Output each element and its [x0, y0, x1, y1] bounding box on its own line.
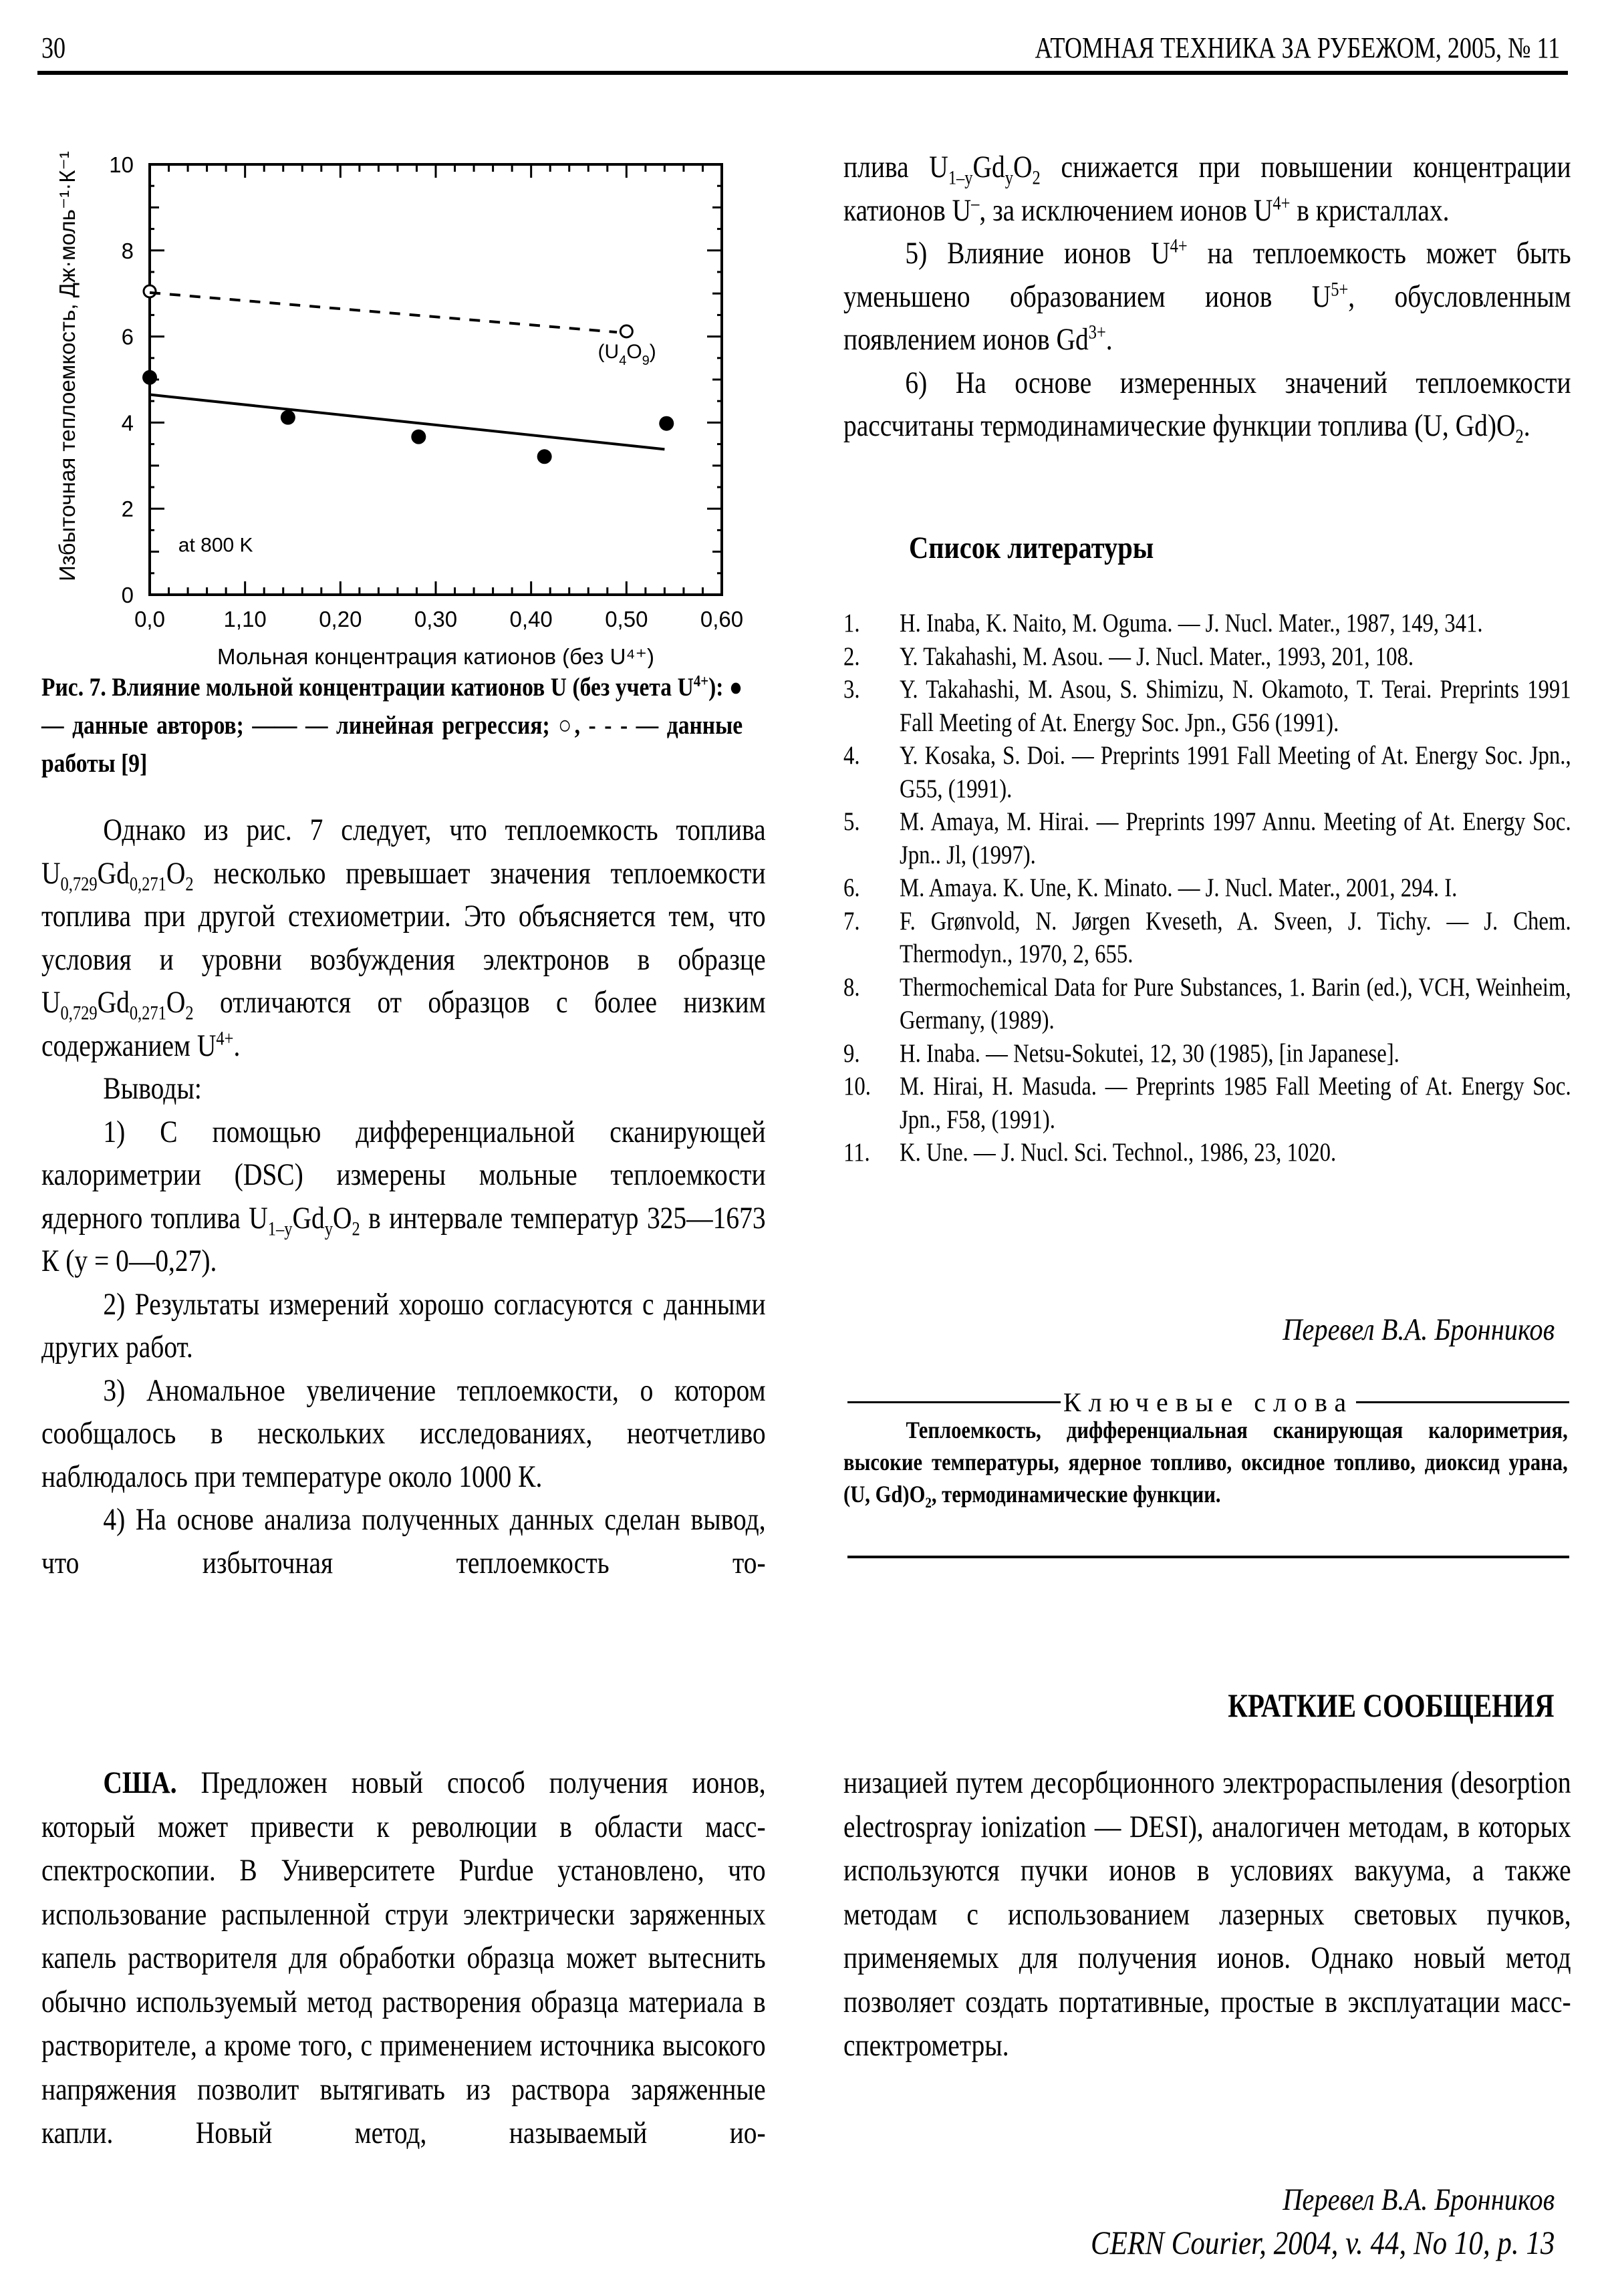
conclusion-item-4: 4) На основе анализа полученных данных сделан вывод, что избыточная теплоемкость то- — [41, 1502, 766, 1580]
reference-item — [843, 871, 1571, 905]
conclusions-heading: Выводы: — [103, 1071, 202, 1106]
reference-item — [843, 1037, 1571, 1070]
reference-data-dashed-line — [150, 293, 617, 332]
u4o9-annotation-part: 9 — [642, 353, 650, 368]
u4o9-annotation — [598, 341, 656, 368]
section-heading: КРАТКИЕ СООБЩЕНИЯ — [1228, 1687, 1555, 1724]
left-column-text — [41, 809, 766, 1584]
reference-item — [843, 1136, 1571, 1169]
reference-text: M. Amaya. K. Une, K. Minato. — J. Nucl. Mater., 2001, 294. I. — [900, 873, 1458, 902]
conclusion-item-5: 5) Влияние ионов $U^{4+}$ на теплоемкость может быть уменьшено образованием ионов $U^{5+}$, обусловленным появлением ионов $Gd^{3+}$. — [843, 235, 1571, 357]
conclusion-item-4-continued: плива $U_{1-y}Gd_yO_2$ снижается при повышении концентрации катионов U–, за исключением ионов $U^{4+}$ в кристаллах. — [843, 150, 1571, 228]
reference-text: F. Grønvold, N. Jørgen Kveseth, A. Sveen, J. Tichy. — J. Chem. Thermodyn., 1970, 2, 655. — [900, 906, 1571, 968]
author-data-point — [537, 449, 552, 464]
keywords-rule-bottom — [847, 1556, 1569, 1558]
reference-number: 8. — [843, 972, 860, 1002]
figure-7-chart — [0, 100, 775, 668]
x-tick-label: 0,30 — [414, 607, 458, 631]
y-tick-label: 2 — [121, 496, 134, 522]
caption-sup: 4+ — [693, 672, 709, 690]
reference-text: M. Hirai, H. Masuda. — Preprints 1985 Fall Meeting of At. Energy Soc. Jpn., F58, (1991). — [900, 1072, 1571, 1134]
chart-marks — [142, 285, 674, 464]
paragraph-discussion: Однако из рис. 7 следует, что теплоемкость топлива $U_{0,729}Gd_{0,271}O_2$ несколько превышает значения теплоемкости топлива при другой стехиометрии. Это объясняется тем, что условия и уровни возбуждения электронов в образце $U_{0,729}Gd_{0,271}O_2$ отличаются от образцов с более низким содержанием $U^{4+}$. — [41, 813, 766, 1063]
reference-number: 3. — [843, 675, 860, 704]
x-tick-label: 0,60 — [700, 607, 744, 631]
translator-credit: Перевел В.А. Бронников — [1283, 1312, 1555, 1347]
chart-ticks — [150, 164, 722, 595]
reference-text: K. Une. — J. Nucl. Sci. Technol., 1986, 23, 1020. — [900, 1138, 1337, 1167]
reference-item — [843, 905, 1571, 971]
x-tick-label: 1,10 — [223, 607, 267, 631]
chart-labels — [55, 151, 743, 668]
news-country-lead: США. — [103, 1765, 177, 1800]
reference-text: Y. Takahashi, M. Asou. — J. Nucl. Mater., 1993, 201, 108. — [900, 641, 1414, 671]
reference-text: Y. Kosaka, S. Doi. — Preprints 1991 Fall Meeting of At. Energy Soc. Jpn., G55, (1991). — [900, 741, 1571, 803]
u4o9-annotation-part: 4 — [619, 353, 627, 368]
reference-item — [843, 971, 1571, 1037]
u4o9-annotation-part: (U — [597, 340, 620, 363]
regression-line — [150, 395, 664, 450]
author-data-point — [411, 430, 426, 444]
author-data-point — [281, 410, 295, 425]
conclusion-item-3: 3) Аномальное увеличение теплоемкости, о котором сообщалось в нескольких исследованиях, неотчетливо наблюдалось при температуре около 1000 К. — [41, 1373, 766, 1494]
reference-item — [843, 739, 1571, 805]
keywords-text: Теплоемкость, дифференциальная сканирующая калориметрия, высокие температуры, ядерное топливо, оксидное топливо, диоксид урана, (U, $Gd)O_2$, термодинамические функции. — [843, 1417, 1568, 1512]
reference-item — [843, 640, 1571, 674]
conclusion-item-2: 2) Результаты измерений хорошо согласуются с данными других работ. — [41, 1286, 766, 1365]
reference-text: M. Amaya, M. Hirai. — Preprints 1997 Annu. Meeting of At. Energy Soc. Jpn.. Jl, (1997). — [900, 807, 1571, 869]
reference-text: H. Inaba. — Netsu-Sokutei, 12, 30 (1985), [in Japanese]. — [900, 1038, 1399, 1068]
x-tick-label: 0,0 — [134, 607, 165, 631]
news-paragraph-continued: низацией путем десорбционного электрораспыления (desorption electrospray ionization — DESI), аналогичен методам, в которых используются пучки ионов в условиях вакуума, а также методам с использованием лазерных световых пучков, применяемых для получения ионов. Однако новый метод позволяет создать портативные, простые в эксплуатации масс-спектрометры. — [843, 1765, 1571, 2063]
references-heading: Список литературы — [909, 531, 1154, 565]
reference-number: 6. — [843, 873, 860, 902]
figure-caption — [41, 668, 743, 782]
journal-title: АТОМНАЯ ТЕХНИКА ЗА РУБЕЖОМ, 2005, № 11 — [1035, 31, 1560, 64]
keywords-rule-right — [1356, 1401, 1569, 1403]
page-number: 30 — [41, 31, 66, 64]
y-tick-label: 0 — [121, 583, 134, 607]
keywords-title: Ключевые слова — [1063, 1387, 1354, 1417]
reference-data-point — [144, 285, 156, 297]
x-tick-label: 0,20 — [319, 607, 362, 631]
conclusion-item-6: 6) На основе измеренных значений теплоемкости рассчитаны термодинамические функции топлива (U, $Gd)O_2$. — [843, 365, 1571, 448]
reference-number: 11. — [843, 1138, 870, 1167]
y-tick-label: 10 — [109, 152, 134, 177]
u4o9-annotation-part: O — [626, 340, 642, 363]
y-tick-label: 4 — [121, 410, 134, 436]
reference-item — [843, 673, 1571, 739]
reference-data-point — [620, 325, 632, 337]
reference-number: 2. — [843, 641, 860, 671]
x-axis-label: Мольная концентрация катионов (без U⁴⁺) — [217, 644, 655, 668]
news-translator-credit: Перевел В.А. Бронников — [1283, 2182, 1555, 2217]
news-left-column — [41, 1761, 766, 2156]
caption-text: Влияние мольной концентрации катионов U (без учета U — [106, 673, 694, 702]
reference-number: 9. — [843, 1038, 860, 1068]
y-tick-label: 6 — [121, 324, 134, 349]
reference-number: 4. — [843, 741, 860, 770]
temperature-annotation: at 800 K — [178, 534, 253, 557]
author-data-point — [142, 370, 157, 385]
plot-frame — [150, 164, 722, 595]
reference-item — [843, 607, 1571, 640]
y-axis-label: Избыточная теплоемкость, Дж·моль⁻¹·К⁻¹ — [55, 151, 80, 581]
reference-item — [843, 1070, 1571, 1136]
reference-text: Thermochemical Data for Pure Substances, 1. Barin (ed.), VCH, Weinheim, Germany, (1989). — [900, 972, 1571, 1034]
x-tick-label: 0,40 — [509, 607, 553, 631]
reference-text: H. Inaba, K. Naito, M. Oguma. — J. Nucl. Mater., 1987, 149, 341. — [900, 609, 1483, 637]
reference-number: 10. — [843, 1072, 871, 1101]
caption-legend: ): ● — данные авторов; —— — линейная регрессия; ○, - - - — данные работы [9] — [41, 673, 743, 778]
caption-label: Рис. 7. — [41, 673, 106, 702]
keywords-rule-left — [847, 1401, 1061, 1403]
author-data-point — [659, 416, 674, 431]
reference-text: Y. Takahashi, M. Asou, S. Shimizu, N. Okamoto, T. Terai. Preprints 1991 Fall Meeting of At. Energy Soc. Jpn., G56 (1991). — [900, 675, 1571, 737]
u4o9-annotation-part: ) — [649, 340, 656, 363]
news-right-column — [843, 1761, 1571, 2068]
conclusion-item-1: 1) С помощью дифференциальной сканирующей калориметрии (DSC) измерены мольные теплоемкости ядерного топлива $U_{1-y}Gd_yO_2$ в интервале температур 325—1673 К (y = 0—0,27). — [41, 1114, 766, 1278]
reference-number: 5. — [843, 807, 860, 836]
references-list — [843, 607, 1571, 1169]
reference-item — [843, 805, 1571, 871]
news-paragraph-start: США. Предложен новый способ получения ионов, который может привести к революции в области масс-спектроскопии. В Университете Purdue установлено, что использование распыленной струи электрически заряженных капель растворителя для обработки образца может вытеснить обычно используемый метод растворения образца материала в растворителе, а кроме того, с применением источника высокого напряжения позволит вытягивать из раствора заряженные капли. Новый метод, называемый ио- — [41, 1765, 766, 2150]
reference-number: 1. — [843, 609, 860, 637]
chart-axes — [150, 164, 722, 595]
header-rule — [37, 71, 1568, 75]
reference-number: 7. — [843, 906, 860, 936]
y-tick-label: 8 — [121, 238, 134, 263]
right-column-text — [843, 146, 1571, 448]
news-source-citation: CERN Courier, 2004, v. 44, No 10, p. 13 — [1090, 2224, 1555, 2261]
x-tick-label: 0,50 — [605, 607, 648, 631]
